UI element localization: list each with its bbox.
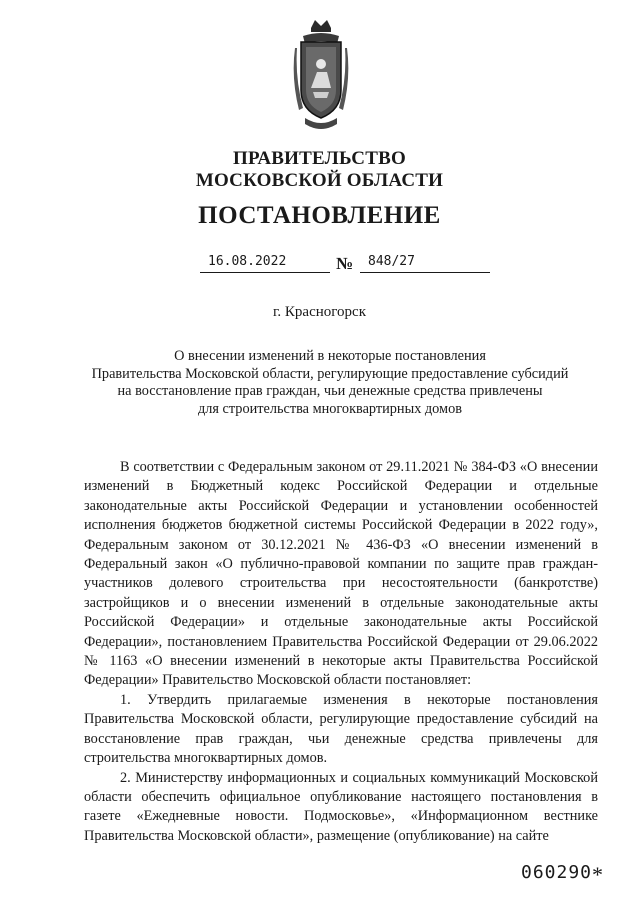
issuer-line-2: МОСКОВСКОЙ ОБЛАСТИ xyxy=(195,170,444,191)
subject-line: Правительства Московской области, регулирующие предоставление субсидий xyxy=(91,365,569,382)
number-sign: № xyxy=(336,254,354,273)
issuer-line-1: ПРАВИТЕЛЬСТВО xyxy=(233,148,406,169)
subject-heading xyxy=(70,348,590,418)
clause-1-paragraph: 1. Утвердить прилагаемые изменения в некоторые постановления Правительства Московской области, регулирующие предоставление субсидий на восстановление прав граждан, чьи денежные средства привлечены для строительства многоквартирных домов. xyxy=(84,691,598,767)
serial-number-stamp: 060290 xyxy=(521,862,593,883)
date-field xyxy=(200,256,330,273)
subject-line: на восстановление прав граждан, чьи денежные средства привлечены xyxy=(117,383,543,399)
preamble-paragraph: В соответствии с Федеральным законом от 29.11.2021 № 384-ФЗ «О внесении изменений в Бюджетный кодекс Российской Федерации и отдельные законодательные акты Российской Федерации и установлении особенностей исполнения бюджетов бюджетной системы Российской Федерации в 2022 году», Федеральным законом от 30.12.2021 № 436-ФЗ «О внесении изменений в Федеральный закон «О публично-правовой компании по защите прав граждан-участников долевого строительства при несостоятельности (банкротстве) застройщиков и о внесении изменений в отдельные законодательные акты Российской Федерации» и отдельные законодательные акты Российской Федерации», постановлением Правительства Российской Федерации от 29.06.2022 № 1163 «О внесении изменений в некоторые акты Правительства Российской Федерации» Правительство Московской области постановляет: xyxy=(84,459,598,689)
subject-line: О внесении изменений в некоторые постановления xyxy=(174,348,486,364)
number-value: 848/27 xyxy=(368,254,415,269)
date-value: 16.08.2022 xyxy=(208,254,287,269)
subject-line: для строительства многоквартирных домов xyxy=(197,400,463,417)
stamp-asterisk: * xyxy=(592,862,603,887)
number-field xyxy=(360,256,490,273)
clause-2-paragraph: 2. Министерству информационных и социальных коммуникаций Московской области обеспечить официальное опубликование настоящего постановления в газете «Ежедневные новости. Подмосковье», «Информационном вестнике Правительства Московской области», размещение (опубликование) на сайте xyxy=(84,769,598,844)
decree-body xyxy=(84,458,598,846)
city-line: г. Красногорск xyxy=(272,304,367,320)
coat-of-arms-emblem xyxy=(293,18,349,140)
document-type-title: ПОСТАНОВЛЕНИЕ xyxy=(198,202,441,229)
